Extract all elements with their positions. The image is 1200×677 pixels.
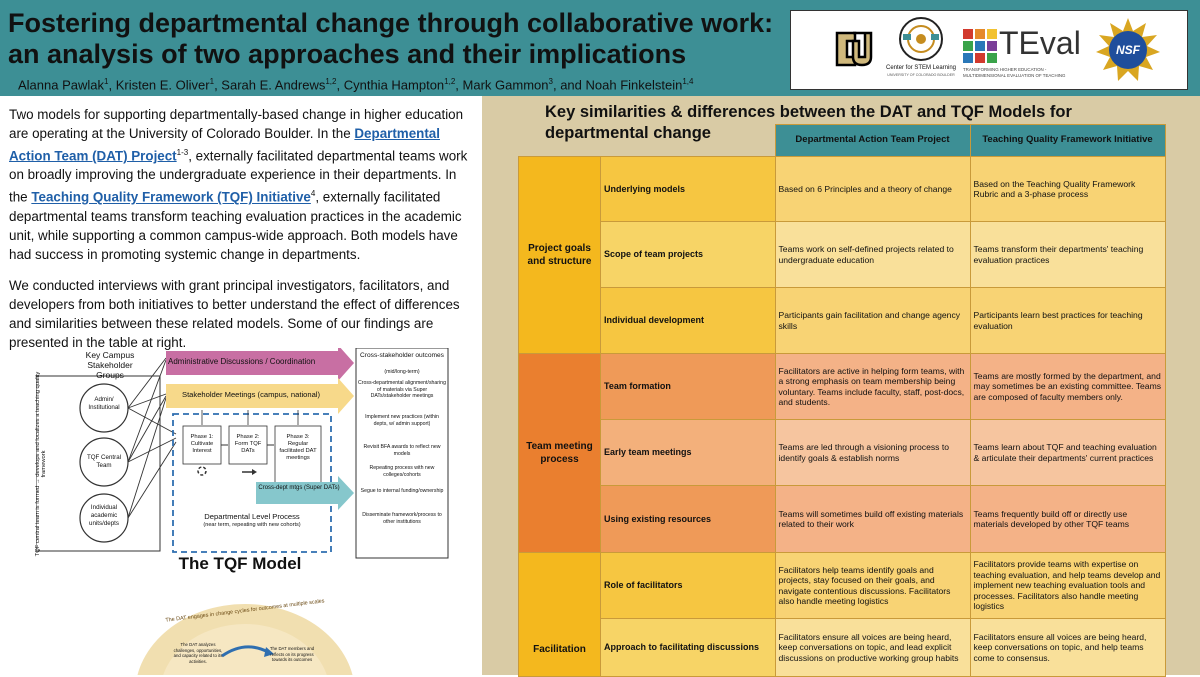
dat-cell: Facilitators ensure all voices are being heard, keep conversations on topic, and lead explicit discussions on productive working group habits [775, 619, 970, 677]
tqf-model-caption: The TQF Model [178, 554, 302, 573]
teval-grid-icon [963, 29, 997, 63]
comparison-table [518, 124, 1166, 677]
author-name: Cynthia Hampton [343, 77, 445, 93]
dat-cell: Teams work on self-defined projects related to undergraduate education [775, 222, 970, 288]
nsf-logo [1095, 17, 1161, 83]
tqf-model-diagram [36, 348, 456, 573]
dat-cell: Teams will sometimes build off existing materials related to their work [775, 486, 970, 553]
dat-arc-text: The DAT engages in change cycles for outcomes at multiple scales [165, 598, 325, 624]
stakeholder-tqf-central-team: TQF Central Team [86, 454, 122, 469]
dat-right-step: The DAT members and reflects on its progress towards its outcomes [269, 646, 315, 662]
phase-2-box: Phase 2: Form TQF DATs [234, 434, 262, 454]
author-affiliation: 1 [104, 77, 109, 86]
header-spacer [601, 125, 776, 157]
intro-text: , externally facilitated departmental teams transform teaching evaluation practices in the academic unit, while supporting a common campus-wide approach. Both models have had success in promoting systemic change in departments. [9, 189, 462, 262]
intro-text: , externally facilitated departmental teams work on broadly improving the undergraduate experience in their departments. In the [9, 148, 468, 205]
stakeholder-groups-title: Key Campus Stakeholder Groups [85, 350, 135, 380]
intro-paragraph [9, 105, 475, 264]
table-row [519, 157, 1166, 222]
methods-paragraph: We conducted interviews with grant principal investigators, facilitators, and developers from both initiatives to better understand the effect of differences and similarities between these related models. Some of our findings are presented in the table at right. [9, 278, 460, 350]
tqf-cell: Teams transform their departments' teaching evaluation practices [970, 222, 1165, 288]
stakeholder-admin: Admin/ Institutional [88, 396, 120, 411]
dat-cell: Facilitators are active in helping form teams, with a strong emphasis on team membership being voluntary. Teams include faculty, staff, post-docs, and students. [775, 354, 970, 420]
dat-project-link[interactable]: Departmental Action Team (DAT) Project [9, 126, 440, 164]
author-affiliation: 1,2 [325, 77, 337, 86]
left-column [0, 96, 482, 675]
cu-logo-mark [833, 29, 875, 69]
stakeholder-meetings-arrow-label: Stakeholder Meetings (campus, national) [182, 390, 321, 399]
dat-model-diagram [130, 594, 360, 675]
tqf-initiative-link[interactable]: Teaching Quality Framework (TQF) Initiative [31, 189, 311, 205]
outcome-item: Repeating process with new colleges/cohorts [369, 465, 435, 478]
table-header-row [519, 125, 1166, 157]
category-label: Project goals and structure [519, 157, 601, 354]
row-label: Individual development [601, 288, 776, 354]
tqf-cell: Teams are mostly formed by the department, and may sometimes be an existing committee. Teams are composed of faculty members only. [970, 354, 1165, 420]
dat-left-step: The DAT analyzes challenges, opportunities, and capacity related to its activities. [173, 642, 223, 664]
teval-logo [961, 23, 1091, 83]
departmental-process-subtitle: (near term, repeating with new cohorts) [203, 522, 301, 528]
author-name: Kristen E. Oliver [115, 77, 210, 93]
cu-logo [833, 29, 875, 69]
row-label: Role of facilitators [601, 553, 776, 619]
table-row [519, 420, 1166, 486]
row-label: Scope of team projects [601, 222, 776, 288]
tqf-cell: Based on the Teaching Quality Framework Rubric and a 3-phase process [970, 157, 1165, 222]
stem-center-university: UNIVERSITY OF COLORADO BOULDER [887, 73, 955, 77]
table-row [519, 553, 1166, 619]
outcome-item: Segue to internal funding/ownership [360, 488, 444, 494]
stem-center-logo [885, 15, 957, 85]
teval-tagline: TRANSFORMING HIGHER EDUCATION - [963, 67, 1047, 72]
dat-cell: Participants gain facilitation and change agency skills [775, 288, 970, 354]
outcome-item: Revisit BFA awards to reflect new models [363, 444, 441, 457]
table-row [519, 222, 1166, 288]
author-conjunction: and [560, 77, 582, 93]
tqf-vertical-label: TQF central team is formed → develops and localizes a teaching quality framework [35, 371, 47, 557]
citation-ref: 1-3 [176, 148, 189, 157]
outcomes-title: Cross-stakeholder outcomes [360, 352, 444, 359]
phase-3-box: Phase 3: Regular facilitated DAT meetings [279, 434, 317, 461]
dat-cycle-graphics [130, 594, 360, 675]
table-row [519, 486, 1166, 553]
right-column [482, 96, 1200, 675]
author-list: Alanna Pawlak$^1$, Kristen E. Oliver$^1$, Sarah E. Andrews$^{1,2}$, Cynthia Hampton$^{1,2}$, Mark Gammon$^3$, and Noah Finkelstein$^{1,4}$ [18, 77, 694, 93]
tqf-cell: Facilitators ensure all voices are being heard, keep conversations on topic, and help teams come to consensus. [970, 619, 1165, 677]
author-affiliation: 3 [548, 77, 553, 86]
author-affiliation: 1,2 [444, 77, 456, 86]
comparison-title: Key similarities & differences between the DAT and TQF Models for departmental change [545, 103, 1072, 142]
tqf-cell: Facilitators provide teams with expertise on teaching evaluation, and help teams develop and implement new teaching evaluation tools and processes. Facilitators also handle meeting logistics [970, 553, 1165, 619]
phase-1-box: Phase 1: Cultivate Interest [190, 434, 214, 454]
citation-ref: 4 [310, 189, 316, 199]
stakeholder-academic-units: Individual academic units/depts [89, 504, 119, 527]
stem-center-name: Center for STEM Learning [885, 65, 957, 71]
dat-cell: Based on 6 Principles and a theory of change [775, 157, 970, 222]
intro-text: Two models for supporting departmentally-based change in higher education are operating at the University of Colorado Boulder. In the [9, 107, 464, 141]
sponsor-logos [790, 10, 1188, 90]
column-header-tqf: Teaching Quality Framework Initiative [970, 125, 1165, 157]
teval-name: TEval [999, 25, 1081, 61]
outcomes-subtitle: (mid/long-term) [384, 369, 420, 375]
admin-discussions-arrow-label: Administrative Discussions / Coordination [168, 357, 316, 366]
outcome-item: Implement new practices (within depts, w/ admin support) [365, 414, 439, 427]
row-label: Approach to facilitating discussions [601, 619, 776, 677]
row-label: Team formation [601, 354, 776, 420]
tqf-cell: Teams frequently build off or directly use materials developed by other TQF teams [970, 486, 1165, 553]
cross-dept-meetings-label: Cross-dept mtgs (Super DATs) [258, 485, 340, 491]
poster-title: Fostering departmental change through collaborative work: an analysis of two approaches and their implications [8, 8, 774, 69]
author-name: Mark Gammon [462, 77, 549, 93]
row-label: Using existing resources [601, 486, 776, 553]
author-name: Sarah E. Andrews [221, 77, 326, 93]
header-spacer [519, 125, 601, 157]
category-label: Facilitation [519, 553, 601, 677]
table-row [519, 619, 1166, 677]
category-label: Team meeting process [519, 354, 601, 553]
poster-header [0, 0, 1200, 96]
teval-tagline: MULTIDIMENSIONAL EVALUATION OF TEACHING [963, 73, 1066, 78]
nsf-wordmark: NSF [1116, 43, 1140, 57]
tqf-cell: Teams learn about TQF and teaching evaluation & articulate their departments' current practices [970, 420, 1165, 486]
outcome-item: Disseminate framework/process to other institutions [362, 512, 442, 525]
dat-cell: Teams are led through a visioning process to identify goals & establish norms [775, 420, 970, 486]
row-label: Early team meetings [601, 420, 776, 486]
dat-cell: Facilitators help teams identify goals and projects, stay focused on their goals, and navigate contentious discussions. Facilitators also handle meeting logistics [775, 553, 970, 619]
row-label: Underlying models [601, 157, 776, 222]
author-name: Noah Finkelstein [585, 77, 683, 93]
stem-center-emblem [889, 15, 953, 65]
departmental-process-title: Departmental Level Process [204, 512, 300, 521]
outcome-item: Cross-departmental alignment/sharing of materials via Super DATs/stakeholder meetings [358, 380, 446, 399]
table-row [519, 288, 1166, 354]
column-header-dat: Departmental Action Team Project [775, 125, 970, 157]
author-name: Alanna Pawlak [18, 77, 104, 93]
author-affiliation: 1 [209, 77, 215, 86]
tqf-cell: Participants learn best practices for teaching evaluation [970, 288, 1165, 354]
author-affiliation: 1,4 [682, 77, 694, 86]
table-row [519, 354, 1166, 420]
